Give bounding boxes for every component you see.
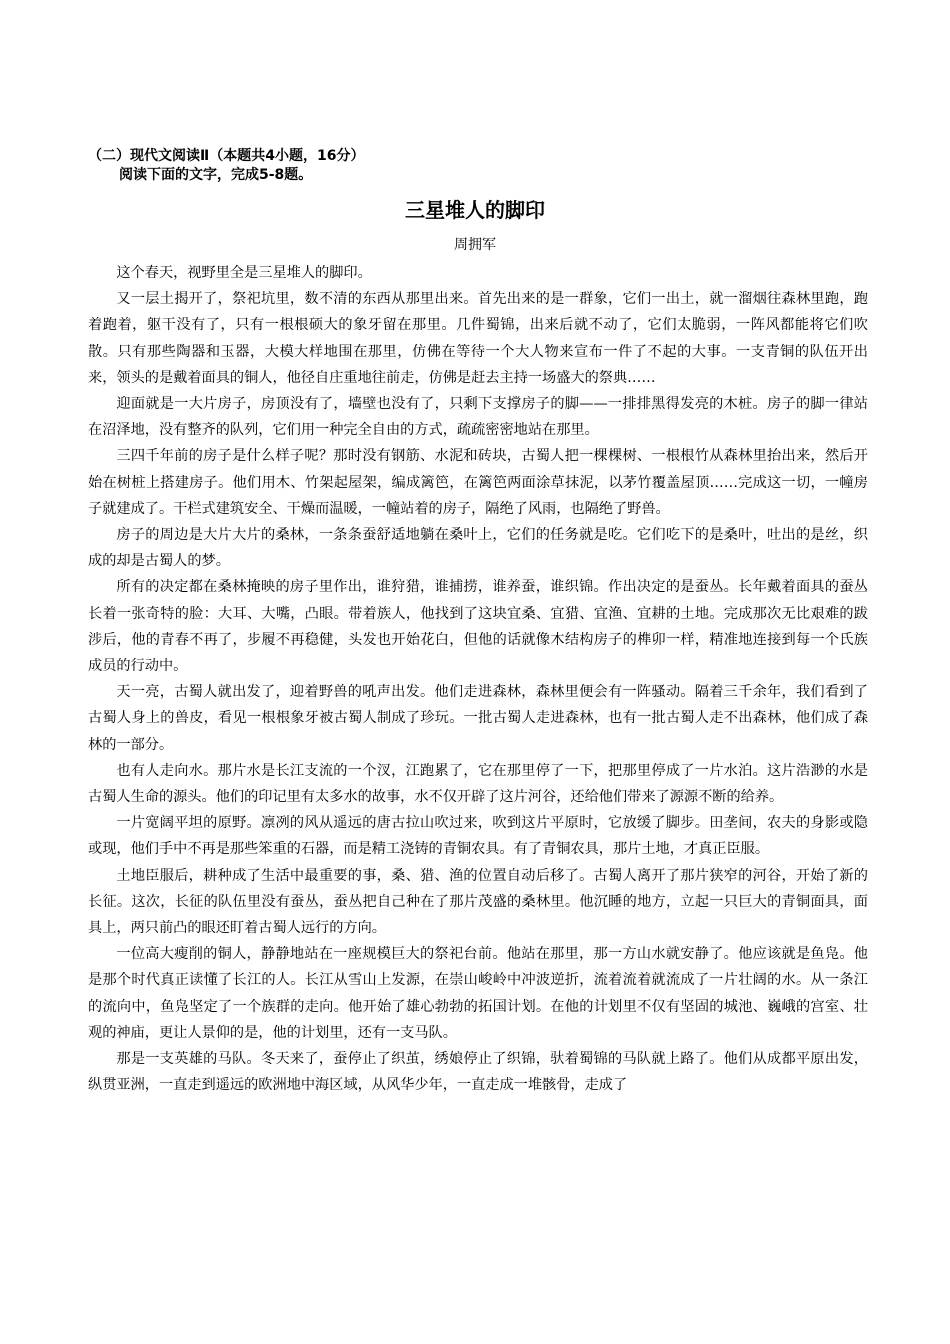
paragraph: 土地臣服后，耕种成了生活中最重要的事，桑、猎、渔的位置自动后移了。古蜀人离开了那片狭窄的河谷，开始了新的长征。这次，长征的队伍里没有蚕丛，蚕丛把自己种在了那片茂盛的桑林里。他沉睡的地方，立起一只巨大的青铜面具，面具上，两只前凸的眼还盯着古蜀人远行的方向。	[88, 867, 868, 937]
paragraph: 那是一支英雄的马队。冬天来了，蚕停止了织茧，绣娘停止了织锦，驮着蜀锦的马队就上路了。他们从成都平原出发，纵贯亚洲，一直走到遥远的欧洲地中海区域，从风华少年，一直走成一堆骸骨，走成了	[88, 1051, 868, 1094]
article-author: 周拥军	[454, 237, 496, 253]
paragraph: 又一层土揭开了，祭祀坑里，数不清的东西从那里出来。首先出来的是一群象，它们一出土，就一溜烟往森林里跑，跑着跑着，躯干没有了，只有一根根硕大的象牙留在那里。几件蜀锦，出来后就不动了，它们太脆弱，一阵风都能将它们吹散。只有那些陶器和玉器，大模大样地围在那里，仿佛在等待一个大人物来宣布一件了不起的大事。一支青铜的队伍开出来，领头的是戴着面具的铜人，他径自庄重地往前走，仿佛是赶去主持一场盛大的祭典……	[88, 291, 868, 386]
paragraph: 三四千年前的房子是什么样子呢？那时没有钢筋、水泥和砖块，古蜀人把一棵棵树、一根根竹从森林里抬出来，然后开始在树桩上搭建房子。他们用木、竹架起屋架，编成篱笆，在篱笆两面涂草抹泥，以茅竹覆盖屋顶……完成这一切，一幢房子就建成了。干栏式建筑安全、干燥而温暖，一幢站着的房子，隔绝了风雨，也隔绝了野兽。	[88, 448, 868, 517]
paragraph: 这个春天，视野里全是三星堆人的脚印。	[116, 265, 372, 281]
article-body	[88, 260, 868, 1099]
paragraph: 一位高大瘦削的铜人，静静地站在一座规模巨大的祭祀台前。他站在那里，那一方山水就安静了。他应该就是鱼凫。他是那个时代真正读懂了长江的人。长江从雪山上发源，在崇山峻岭中冲波逆折，流着流着就流成了一片壮阔的水。从一条江的流向中，鱼凫坚定了一个族群的走向。他开始了雄心勃勃的拓国计划。在他的计划里不仅有坚固的城池、巍峨的宫室、壮观的神庙，更让人景仰的是，他的计划里，还有一支马队。	[88, 946, 868, 1041]
paragraph: 房子的周边是大片大片的桑林，一条条蚕舒适地躺在桑叶上，它们的任务就是吃。它们吃下的是桑叶，吐出的是丝，织成的却是古蜀人的梦。	[88, 527, 868, 570]
paragraph: 所有的决定都在桑林掩映的房子里作出，谁狩猎，谁捕捞，谁养蚕，谁织锦。作出决定的是蚕丛。长年戴着面具的蚕丛长着一张奇特的脸：大耳、大嘴，凸眼。带着族人，他找到了这块宜桑、宜猎、宜渔、宜耕的土地。完成那次无比艰难的跋涉后，他的青春不再了，步履不再稳健，头发也开始花白，但他的话就像木结构房子的榫卯一样，精准地连接到每一个氏族成员的行动中。	[88, 579, 868, 675]
paragraph: 一片宽阔平坦的原野。凛冽的风从遥远的唐古拉山吹过来，吹到这片平原时，它放缓了脚步。田垄间，农夫的身影或隐或现，他们手中不再是那些笨重的石器，而是精工浇铸的青铜农具。有了青铜农具，那片土地，才真正臣服。	[88, 815, 868, 858]
article-title: 三星堆人的脚印	[405, 198, 545, 222]
reading-instruction: 阅读下面的文字，完成5-8题。	[119, 167, 313, 183]
paragraph: 天一亮，古蜀人就出发了，迎着野兽的吼声出发。他们走进森林，森林里便会有一阵骚动。隔着三千余年，我们看到了古蜀人身上的兽皮，看见一根根象牙被古蜀人制成了珍玩。一批古蜀人走进森林，也有一批古蜀人走不出森林，他们成了森林的一部分。	[88, 684, 868, 753]
paragraph: 也有人走向水。那片水是长江支流的一个汊，江跑累了，它在那里停了一下，把那里停成了一片水泊。这片浩渺的水是古蜀人生命的源头。他们的印记里有太多水的故事，水不仅开辟了这片河谷，还给他们带来了源源不断的给养。	[88, 762, 868, 806]
paragraph: 迎面就是一大片房子，房顶没有了，墙壁也没有了，只剩下支撑房子的脚——一排排黑得发亮的木桩。房子的脚一律站在沼泽地，没有整齐的队列，它们用一种完全自由的方式，疏疏密密地站在那里。	[88, 396, 868, 439]
section-heading: （二）现代文阅读Ⅱ（本题共4小题，16分）	[88, 148, 365, 164]
